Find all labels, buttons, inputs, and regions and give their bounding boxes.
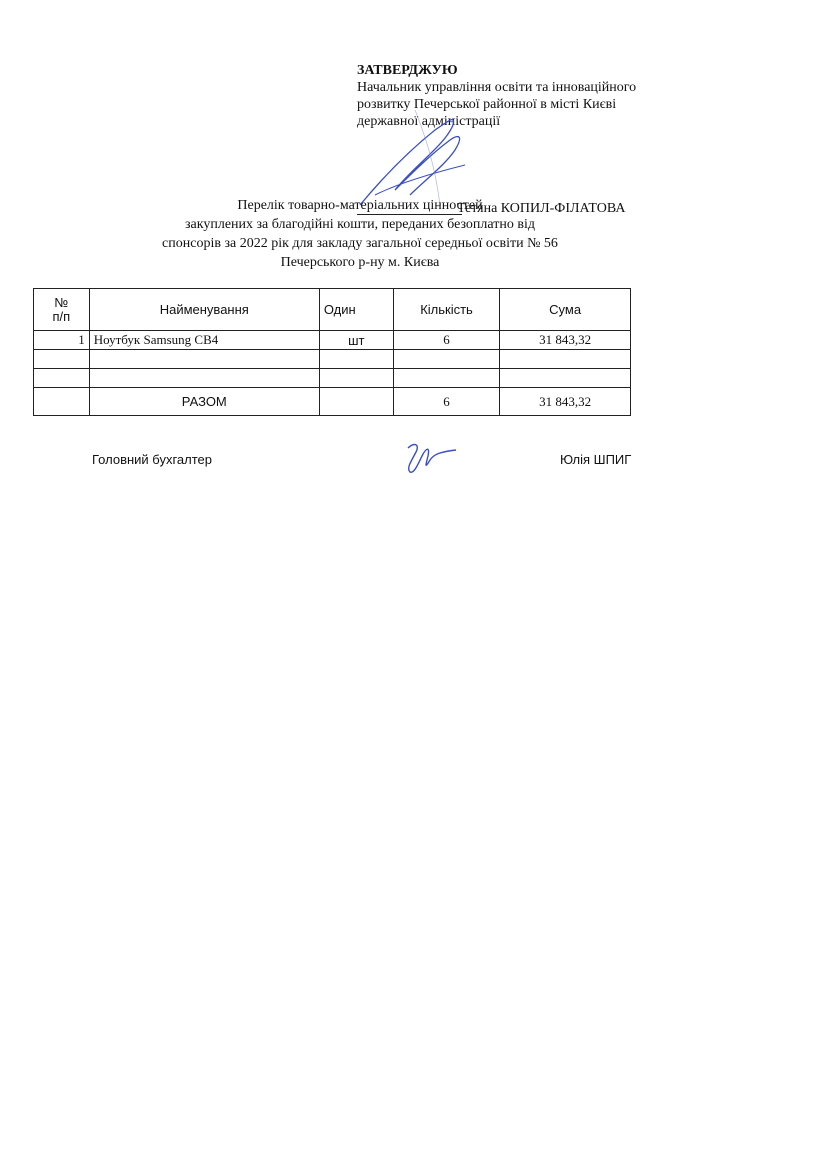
row-name xyxy=(89,350,319,369)
row-unit xyxy=(319,350,393,369)
document-title xyxy=(120,196,600,272)
row-unit: шт xyxy=(319,331,393,350)
total-sum: 31 843,32 xyxy=(500,388,631,416)
header-qty: Кількість xyxy=(393,289,499,331)
approval-signatory: Тетяна КОПИЛ-ФІЛАТОВА xyxy=(457,201,626,216)
approval-heading: ЗАТВЕРДЖУЮ xyxy=(357,63,458,78)
table-row xyxy=(34,331,631,350)
header-sum: Сума xyxy=(500,289,631,331)
header-name: Найменування xyxy=(89,289,319,331)
footer-accountant-title: Головний бухгалтер xyxy=(92,452,212,467)
row-num: 1 xyxy=(34,331,90,350)
row-sum: 31 843,32 xyxy=(500,331,631,350)
approval-position-line2: розвитку Печерської районної в місті Києві xyxy=(357,97,617,112)
row-sum xyxy=(500,350,631,369)
total-unit xyxy=(319,388,393,416)
total-qty: 6 xyxy=(393,388,499,416)
approval-position-line3: державної адміністрації xyxy=(357,114,501,129)
table-row xyxy=(34,369,631,388)
header-unit: Один xyxy=(319,289,393,331)
items-table xyxy=(33,288,631,416)
footer-accountant-name: Юлія ШПИГ xyxy=(560,452,632,467)
accountant-signature-icon xyxy=(400,438,460,478)
approval-position-line1: Начальник управління освіти та інноваційного xyxy=(357,80,637,95)
row-num xyxy=(34,369,90,388)
row-qty xyxy=(393,350,499,369)
total-label: РАЗОМ xyxy=(89,388,319,416)
title-line3: спонсорів за 2022 рік для закладу загальної середньої освіти № 56 xyxy=(162,236,558,251)
title-line1: Перелік товарно-матеріальних цінностей xyxy=(237,198,483,213)
table-row xyxy=(34,350,631,369)
total-num xyxy=(34,388,90,416)
table-total-row xyxy=(34,388,631,416)
table-header-row xyxy=(34,289,631,331)
row-sum xyxy=(500,369,631,388)
row-qty: 6 xyxy=(393,331,499,350)
title-line2: закуплених за благодійні кошти, переданих безоплатно від xyxy=(185,217,535,232)
row-unit xyxy=(319,369,393,388)
header-num: № п/п xyxy=(34,289,90,331)
row-name xyxy=(89,369,319,388)
row-name: Ноутбук Samsung CB4 xyxy=(89,331,319,350)
row-qty xyxy=(393,369,499,388)
row-num xyxy=(34,350,90,369)
title-line4: Печерського р-ну м. Києва xyxy=(280,255,440,270)
